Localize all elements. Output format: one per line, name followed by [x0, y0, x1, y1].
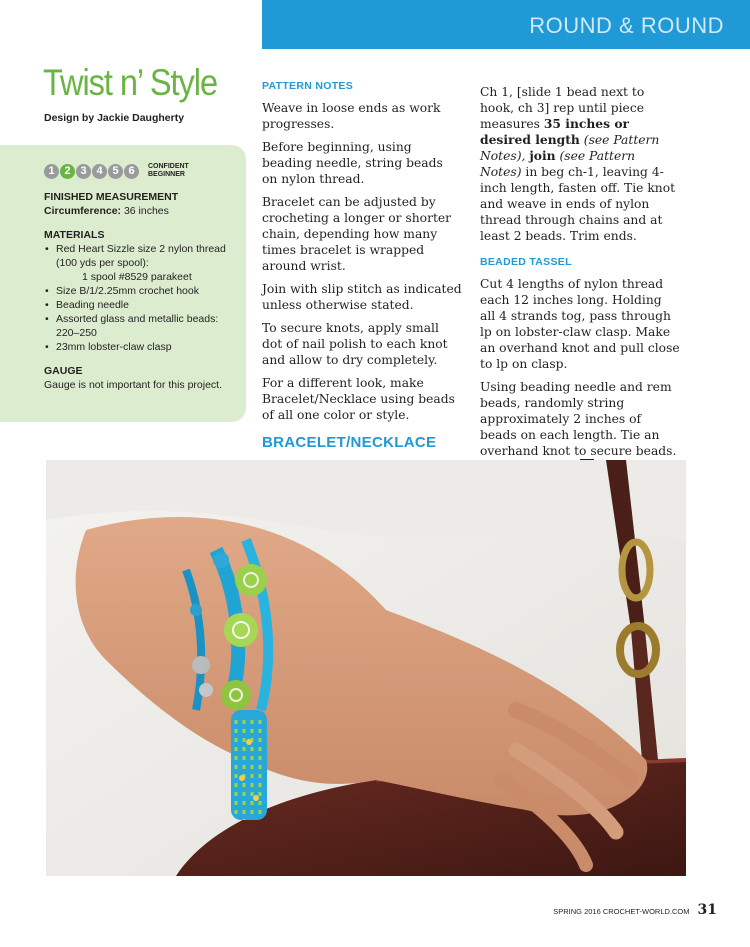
bold-run: join [529, 148, 556, 163]
beaded-tassel-heading: BEADED TASSEL [480, 256, 572, 268]
column-notes [262, 78, 462, 498]
pattern-notes-heading: PATTERN NOTES [262, 80, 354, 92]
bracelet-photo [46, 460, 686, 876]
skill-level-5: 5 [108, 164, 123, 179]
circumference-label: Circumference: [44, 205, 122, 217]
page-footer [553, 902, 717, 918]
instruction-paragraph [480, 84, 680, 244]
list-item: • Size B/1/2.25mm crochet hook [44, 284, 234, 298]
bracelet-heading: BRACELET/NECKLACE [262, 434, 437, 451]
circumference-value: 36 inches [121, 205, 169, 217]
materials-list [44, 242, 234, 354]
italic-run: (see Pattern Notes), [480, 133, 660, 163]
skill-level-3: 3 [76, 164, 91, 179]
finished-heading: FINISHED MEASUREMENT [44, 191, 179, 203]
list-item: • Assorted glass and metallic beads: 220–250 [44, 312, 234, 340]
note-paragraph: To secure knots, apply small dot of nail polish to each knot and allow to dry completely. [262, 321, 448, 367]
list-item: • Beading needle [44, 298, 234, 312]
designer-byline: Design by Jackie Daugherty [44, 112, 185, 124]
page-number: 31 [697, 902, 717, 918]
header-bar [262, 0, 750, 49]
material-subitem: 1 spool #8529 parakeet [82, 271, 192, 283]
tassel-paragraph: Cut 4 lengths of nylon thread each 12 inches long. Holding all 4 strands tog, pass through lp on lobster-claw clasp. Make an overhand knot and pull close to lp on clasp. [480, 277, 680, 371]
skill-level-1: 1 [44, 164, 59, 179]
skill-level [44, 163, 208, 179]
note-paragraph: Before beginning, using beading needle, string beads on nylon thread. [262, 140, 443, 186]
bold-run: 35 inches or desired length [480, 116, 630, 147]
list-item: • 23mm lobster-claw clasp [44, 340, 234, 354]
section-title: ROUND & ROUND [529, 13, 724, 38]
skill-level-6: 6 [124, 164, 139, 179]
materials-heading: MATERIALS [44, 229, 105, 241]
text-run: Ch 1, [slide 1 bead next to hook, ch 3] rep until piece measures [480, 85, 645, 131]
gauge-text: Gauge is not important for this project. [44, 379, 223, 391]
note-paragraph: Bracelet can be adjusted by crocheting a longer or shorter chain, depending how many times bracelet is wrapped around wrist. [262, 195, 452, 273]
skill-level-2: 2 [60, 164, 75, 179]
gauge-heading: GAUGE [44, 365, 83, 377]
pattern-title: Twist n’ Style [43, 62, 218, 103]
note-paragraph: For a different look, make Bracelet/Necklace using beads of all one color or style. [262, 376, 455, 422]
text-run: Using beading needle and rem beads, randomly string approximately 2 inches of beads on each length. Tie an overhand knot to secure beads. [480, 380, 677, 458]
skill-level-4: 4 [92, 164, 107, 179]
circumference [44, 204, 234, 218]
material-text: Red Heart Sizzle size 2 nylon thread (100 yds per spool): [56, 243, 226, 269]
italic-run: (see Pattern Notes) [480, 149, 636, 179]
issue-line: SPRING 2016 CROCHET-WORLD.COM [553, 907, 690, 916]
list-item [44, 242, 234, 284]
panel-text [44, 190, 234, 392]
skill-label: CONFIDENT BEGINNER [148, 163, 189, 178]
column-instructions [480, 84, 680, 484]
note-paragraph: Join with slip stitch as indicated unless otherwise stated. [262, 282, 462, 312]
note-paragraph: Weave in loose ends as work progresses. [262, 101, 441, 131]
text-run: in beg ch-1, leaving 4-inch length, fasten off. Tie knot and weave in ends of nylon thread through chains and at least 2 beads. Trim ends. [480, 165, 676, 243]
